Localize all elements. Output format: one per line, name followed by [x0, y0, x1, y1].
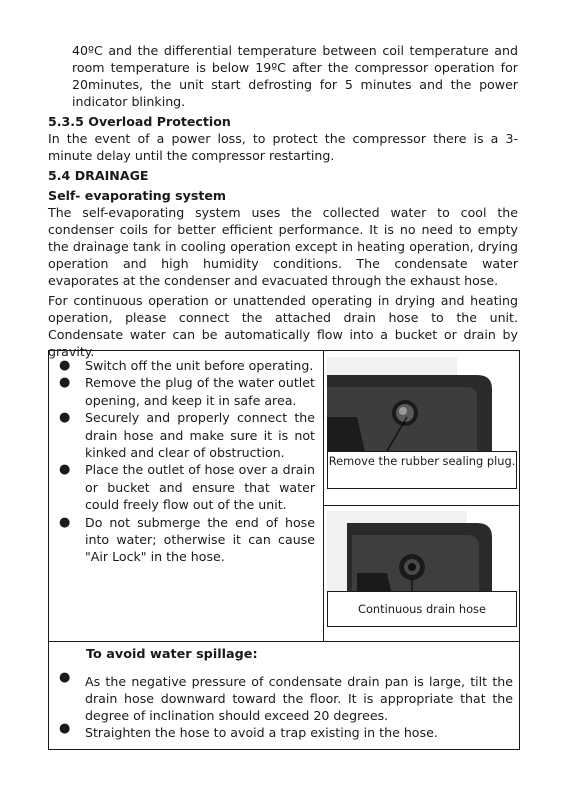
list-item: ● Do not submerge the end of hose into water; otherwise it can cause "Air Lock" in the hose.	[59, 514, 315, 565]
bullet-icon: ●	[59, 514, 71, 530]
bullet-icon: ●	[59, 375, 71, 391]
table-divider-vertical	[323, 351, 324, 641]
drainage-heading: 5.4 DRAINAGE	[48, 168, 149, 183]
drain-hose-photo	[327, 511, 517, 591]
document-body	[48, 42, 518, 360]
spillage-list	[49, 670, 519, 741]
continuous-operation-paragraph: For continuous operation or unattended operating in drying and heating operation, please connect the attached drain hose to the unit. Condensate water can be automatically flow into a bucket or drain by gravity.	[48, 293, 518, 359]
overload-paragraph: In the event of a power loss, to protect the compressor there is a 3-minute delay until the compressor restarting.	[48, 131, 518, 163]
bullet-icon: ●	[59, 358, 71, 373]
hose-caption: Continuous drain hose	[327, 591, 517, 627]
table-divider-horizontal	[49, 641, 519, 642]
drain-plug-photo	[327, 357, 517, 451]
self-evaporating-heading: Self- evaporating system	[48, 188, 227, 203]
list-item: ● Switch off the unit before operating.	[59, 358, 314, 373]
list-item: ● Securely and properly connect the drain hose and make sure it is not kinked and clear of obstruction.	[59, 410, 315, 461]
list-item: ● As the negative pressure of condensate drain pan is large, tilt the drain hose downward toward the floor. It is appropriate that the degree of inclination should exceed 20 degrees.	[59, 670, 513, 723]
bullet-icon: ●	[59, 721, 71, 736]
list-item: ● Straighten the hose to avoid a trap existing in the hose.	[59, 721, 438, 740]
bullet-icon: ●	[59, 462, 71, 478]
spillage-title: To avoid water spillage:	[86, 647, 258, 662]
image-divider	[323, 505, 519, 506]
plug-caption: Remove the rubber sealing plug.	[327, 451, 517, 489]
defrost-paragraph: 40ºC and the differential temperature between coil temperature and room temperature is below 19ºC after the compressor operation for 20minutes, the unit start defrosting for 5 minutes and the power indicator blinking.	[72, 43, 518, 109]
drainage-steps-list	[49, 357, 323, 566]
list-item: ● Remove the plug of the water outlet opening, and keep it in safe area.	[59, 375, 315, 408]
list-item: ● Place the outlet of hose over a drain or bucket and ensure that water could freely flow out of the unit.	[59, 462, 315, 513]
bullet-icon: ●	[59, 410, 71, 426]
overload-heading: 5.3.5 Overload Protection	[48, 114, 231, 129]
bullet-icon: ●	[59, 670, 71, 685]
self-evaporating-paragraph: The self-evaporating system uses the collected water to cool the condenser coils for better efficient performance. It is no need to empty the drainage tank in cooling operation except in heating operation, drying operation and high humidity conditions. The condensate water evaporates at the condenser and evacuated through the exhaust hose.	[48, 205, 518, 288]
drainage-instructions-table	[48, 350, 520, 750]
